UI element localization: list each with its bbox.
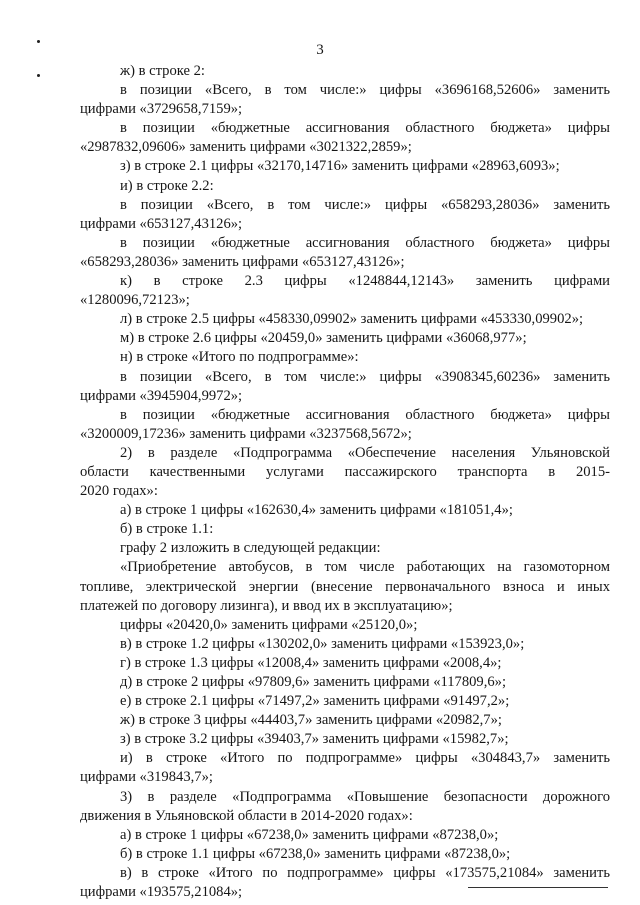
text-line: в) в строке 1.2 цифры «130202,0» заменить цифрами «153923,0»; xyxy=(120,635,525,652)
text-line: 2020 годах»: xyxy=(80,483,158,500)
text-line: топливе, электрической энергии (внесение первоначального взноса и иных xyxy=(80,578,610,595)
text-line: платежей по договору лизинга), и ввод их в эксплуатацию»; xyxy=(80,597,453,614)
text-line: з) в строке 2.1 цифры «32170,14716» заменить цифрами «28963,6093»; xyxy=(120,158,560,175)
text-line: 2) в разделе «Подпрограмма «Обеспечение населения Ульяновской xyxy=(120,444,610,461)
scan-speck-middle xyxy=(37,74,40,77)
text-line: л) в строке 2.5 цифры «458330,09902» заменить цифрами «453330,09902»; xyxy=(120,311,584,328)
text-line: м) в строке 2.6 цифры «20459,0» заменить цифрами «36068,977»; xyxy=(120,330,527,347)
text-line: г) в строке 1.3 цифры «12008,4» заменить цифрами «2008,4»; xyxy=(120,654,502,671)
text-line: в позиции «бюджетные ассигнования областного бюджета» цифры xyxy=(120,234,610,251)
text-line: цифрами «193575,21084»; xyxy=(80,884,243,901)
text-line: з) в строке 3.2 цифры «39403,7» заменить цифрами «15982,7»; xyxy=(120,731,509,748)
text-line: и) в строке «Итого по подпрограмме» цифры «304843,7» заменить xyxy=(120,750,610,767)
footer-rule xyxy=(468,887,608,888)
text-line: д) в строке 2 цифры «97809,6» заменить цифрами «117809,6»; xyxy=(120,674,507,690)
text-line: цифры «20420,0» заменить цифрами «25120,0»; xyxy=(120,616,418,633)
text-line: «1280096,72123»; xyxy=(80,292,190,309)
text-line: цифрами «3945904,9972»; xyxy=(80,387,243,404)
text-line: цифрами «3729658,7159»; xyxy=(80,101,243,118)
text-line: б) в строке 1.1: xyxy=(120,521,214,538)
text-line: ж) в строке 3 цифры «44403,7» заменить цифрами «20982,7»; xyxy=(120,712,502,729)
text-line: «Приобретение автобусов, в том числе работающих на газомоторном xyxy=(120,559,610,576)
text-line: области качественными услугами пассажирского транспорта в 2015- xyxy=(80,463,610,480)
text-line: а) в строке 1 цифры «67238,0» заменить цифрами «87238,0»; xyxy=(120,826,499,843)
text-line: «3200009,17236» заменить цифрами «3237568,5672»; xyxy=(80,425,412,442)
text-line: в позиции «Всего, в том числе:» цифры «3696168,52606» заменить xyxy=(120,82,610,99)
text-line: в позиции «Всего, в том числе:» цифры «658293,28036» заменить xyxy=(120,196,610,213)
text-line: н) в строке «Итого по подпрограмме»: xyxy=(120,349,359,366)
text-line: б) в строке 1.1 цифры «67238,0» заменить цифрами «87238,0»; xyxy=(120,845,511,862)
text-line: е) в строке 2.1 цифры «71497,2» заменить цифрами «91497,2»; xyxy=(120,693,510,710)
text-line: цифрами «653127,43126»; xyxy=(80,215,243,232)
text-line: а) в строке 1 цифры «162630,4» заменить цифрами «181051,4»; xyxy=(120,502,513,519)
document-body xyxy=(80,62,610,902)
text-line: в позиции «Всего, в том числе:» цифры «3908345,60236» заменить xyxy=(120,368,610,385)
text-line: графу 2 изложить в следующей редакции: xyxy=(120,540,381,557)
text-line: движения в Ульяновской области в 2014-2020 годах»: xyxy=(80,807,413,824)
text-line: и) в строке 2.2: xyxy=(120,177,214,194)
text-line: ж) в строке 2: xyxy=(120,63,205,79)
text-line: в) в строке «Итого по подпрограмме» цифры «173575,21084» заменить xyxy=(120,864,610,881)
text-line: в позиции «бюджетные ассигнования областного бюджета» цифры xyxy=(120,120,610,137)
page-number: 3 xyxy=(316,42,324,58)
text-line: к) в строке 2.3 цифры «1248844,12143» заменить цифрами xyxy=(120,273,610,290)
text-line: в позиции «бюджетные ассигнования областного бюджета» цифры xyxy=(120,406,610,423)
text-line: цифрами «319843,7»; xyxy=(80,769,213,786)
text-line: «2987832,09606» заменить цифрами «3021322,2859»; xyxy=(80,139,412,156)
text-line: 3) в разделе «Подпрограмма «Повышение безопасности дорожного xyxy=(120,788,610,805)
text-line: «658293,28036» заменить цифрами «653127,43126»; xyxy=(80,253,405,270)
